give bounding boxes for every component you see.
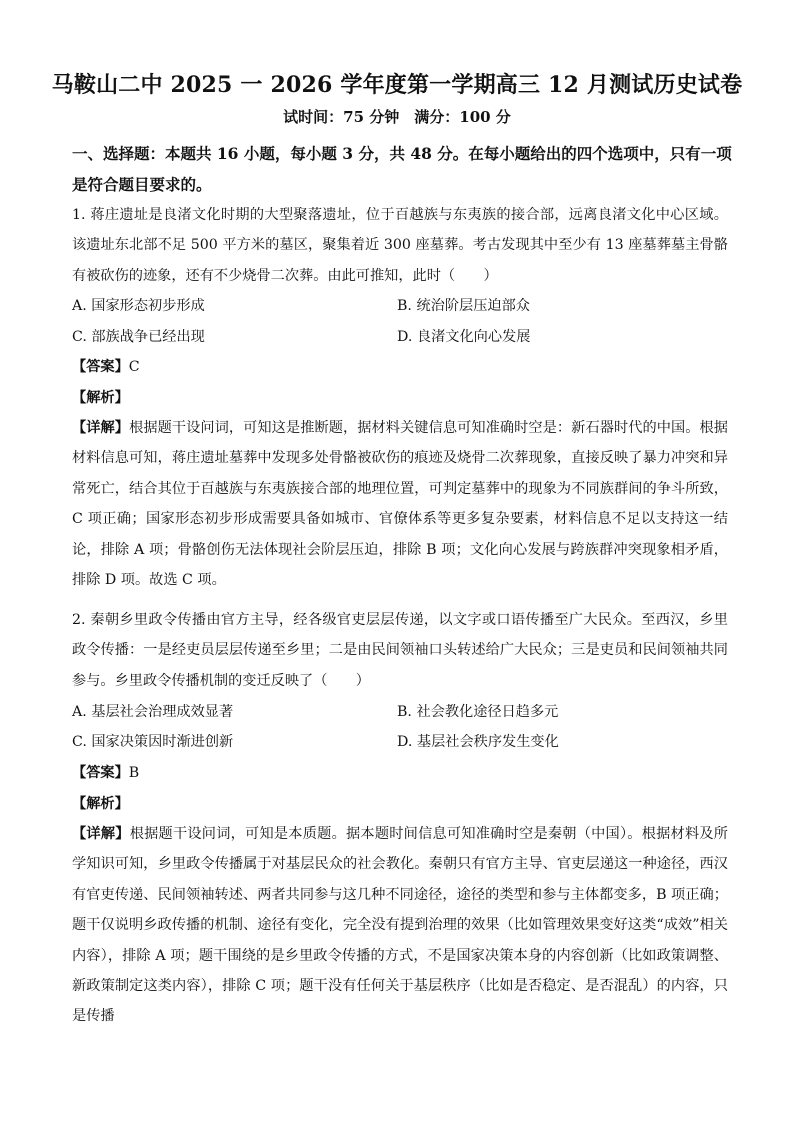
question-2-option-b: B. 社会教化途径日趋多元 xyxy=(397,704,559,720)
question-1-option-d: D. 良渚文化向心发展 xyxy=(397,329,531,345)
answer-value: B xyxy=(128,765,140,781)
question-1-option-a: A. 国家形态初步形成 xyxy=(72,298,205,314)
detail-text: 根据题干设问词，可知是本质题。据本题时间信息可知准确时空是秦朝（中国）。根据材料及所学知识可知，乡里政令传播属于对基层民众的社会教化。秦朝只有官方主导、官吏层递这一种途径，西汉有官吏传递、民间领袖转述、两者共同参与这几种不同途径，途径的类型和参与主体都变多，B 项正确；题干仅说明乡政传播的机制、途径有变化，完全没有提到治理的效果（比如管理效果变好这类“成效”相关内容），排除 A 项；题干围绕的是乡里政令传播的方式，不是国家决策本身的内容创新（比如政策调整、新政策制定这类内容），排除 C 项；题干没有任何关于基层秩序（比如是否稳定、是否混乱）的内容，只是传播 xyxy=(72,826,728,1025)
answer-value: C xyxy=(128,359,140,375)
exam-subtitle: 试时间：75 分钟 满分：100 分 xyxy=(283,108,511,126)
section-heading: 一、选择题：本题共 16 小题，每小题 3 分，共 48 分。在每小题给出的四个选项中，只有一项是符合题目要求的。 xyxy=(72,144,732,194)
question-2-analysis-tag: 【解析】 xyxy=(72,796,129,812)
detail-tag: 【详解】 xyxy=(72,420,130,436)
answer-tag: 【答案】 xyxy=(72,765,129,781)
question-2-stem: 2. 秦朝乡里政令传播由官方主导，经各级官吏层层传递，以文字或口语传播至广大民众。至西汉，乡里政令传播：一是经吏员层层传递至乡里；二是由民间领袖口头转述给广大民众；三是吏员和民间领袖共同参与。乡里政令传播机制的变迁反映了（ ） xyxy=(72,612,728,689)
question-2-option-a: A. 基层社会治理成效显著 xyxy=(72,704,234,720)
question-2-answer xyxy=(72,758,139,788)
question-1-detail xyxy=(72,413,728,595)
detail-tag: 【详解】 xyxy=(72,826,130,842)
answer-tag: 【答案】 xyxy=(72,359,129,375)
question-1-analysis-tag: 【解析】 xyxy=(72,390,129,406)
question-2-detail xyxy=(72,819,728,1032)
question-2-option-c: C. 国家决策因时渐进创新 xyxy=(72,734,234,750)
question-1-option-b: B. 统治阶层压迫部众 xyxy=(397,298,530,314)
question-1-option-c: C. 部族战争已经出现 xyxy=(72,329,205,345)
question-2-option-d: D. 基层社会秩序发生变化 xyxy=(397,734,559,750)
detail-text: 根据题干设问词，可知这是推断题，据材料关键信息可知准确时空是：新石器时代的中国。根据材料信息可知，蒋庄遗址墓葬中发现多处骨骼被砍伤的痕迹及烧骨二次葬现象，直接反映了暴力冲突和异常死亡，结合其位于百越族与东夷族接合部的地理位置，可判定墓葬中的现象为不同族群间的争斗所致，C 项正确；国家形态初步形成需要具备如城市、官僚体系等更多复杂要素，材料信息不足以支持这一结论，排除 A 项；骨骼创伤无法体现社会阶层压迫，排除 B 项；文化向心发展与跨族群冲突现象相矛盾，排除 D 项。故选 C 项。 xyxy=(72,420,728,589)
question-1-stem: 1. 蒋庄遗址是良渚文化时期的大型聚落遗址，位于百越族与东夷族的接合部，远离良渚文化中心区域。该遗址东北部不足 500 平方米的墓区，聚集着近 300 座墓葬。考古发现其中至少有 13 座墓葬墓主骨骼有被砍伤的迹象，还有不少烧骨二次葬。由此可推知，此时（ ） xyxy=(72,207,728,284)
question-1-answer xyxy=(72,352,140,382)
exam-title: 马鞍山二中 2025 一 2026 学年度第一学期高三 12 月测试历史试卷 xyxy=(51,72,743,98)
